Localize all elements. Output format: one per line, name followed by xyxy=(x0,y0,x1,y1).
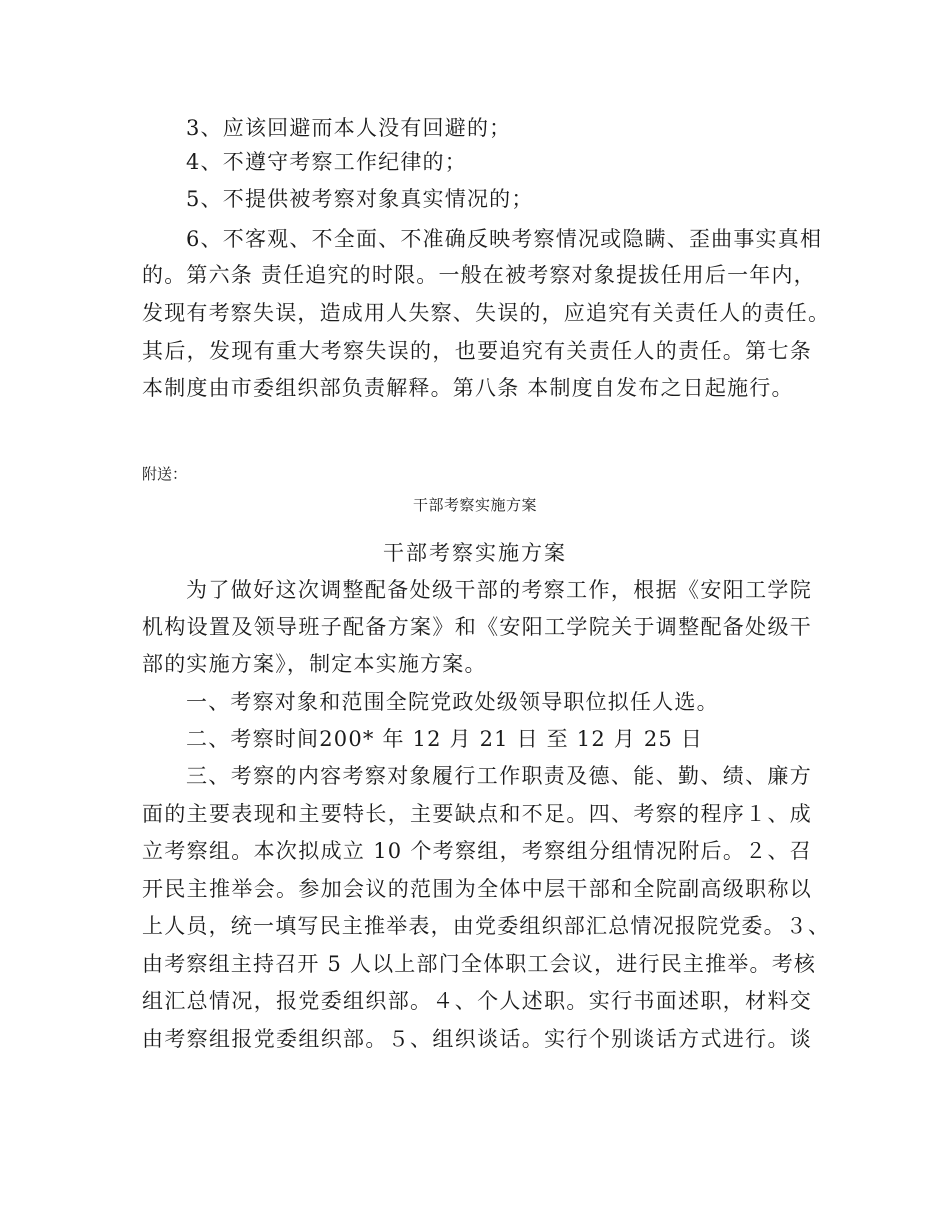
paragraph-line: 上人员，统一填写民主推举表，由党委组织部汇总情况报院党委。３、 xyxy=(142,914,831,938)
paragraph-line: 本制度由市委组织部负责解释。第八条 本制度自发布之日起施行。 xyxy=(142,376,794,400)
paragraph-line: 的。第六条 责任追究的时限。一般在被考察对象提拔任用后一年内， xyxy=(142,263,816,287)
paragraph-line: 3、应该回避而本人没有回避的； xyxy=(186,116,512,140)
paragraph-line: 三、考察的内容考察对象履行工作职责及德、能、勤、绩、廉方 xyxy=(186,764,812,788)
paragraph-line: 5、不提供被考察对象真实情况的； xyxy=(186,187,534,211)
paragraph-line: 开民主推举会。参加会议的范围为全体中层干部和全院副高级职称以 xyxy=(142,877,812,901)
paragraph-line: 面的主要表现和主要特长，主要缺点和不足。四、考察的程序１、成 xyxy=(142,802,812,826)
paragraph-line: 二、考察时间200* 年 12 月 21 日 至 12 月 25 日 xyxy=(186,727,704,751)
paragraph-line: 部的实施方案》，制定本实施方案。 xyxy=(142,652,487,676)
document-title: 干部考察实施方案 xyxy=(383,541,567,565)
paragraph-line: 机构设置及领导班子配备方案》和《安阳工学院关于调整配备处级干 xyxy=(142,615,812,639)
paragraph-line: 其后，发现有重大考察失误的，也要追究有关责任人的责任。第七条 xyxy=(142,339,812,363)
paragraph-line: 由考察组主持召开 5 人以上部门全体职工会议，进行民主推举。考核 xyxy=(142,952,817,976)
attachment-label: 附送： xyxy=(142,465,188,483)
paragraph-line: 一、考察对象和范围全院党政处级领导职位拟任人选。 xyxy=(186,690,719,714)
paragraph-line: 发现有考察失误，造成用人失察、失误的，应追究有关责任人的责任。 xyxy=(142,301,831,325)
paragraph-line: 6、不客观、不全面、不准确反映考察情况或隐瞒、歪曲事实真相 xyxy=(186,227,823,251)
paragraph-line: 由考察组报党委组织部。５、组织谈话。实行个别谈话方式进行。谈 xyxy=(142,1027,812,1051)
paragraph-line: 组汇总情况，报党委组织部。４、个人述职。实行书面述职，材料交 xyxy=(142,989,812,1013)
paragraph-line: 立考察组。本次拟成立 10 个考察组，考察组分组情况附后。２、召 xyxy=(142,839,812,863)
attachment-subtitle: 干部考察实施方案 xyxy=(412,496,537,514)
paragraph-line: 为了做好这次调整配备处级干部的考察工作，根据《安阳工学院 xyxy=(186,578,812,602)
paragraph-line: 4、不遵守考察工作纪律的； xyxy=(186,150,467,174)
